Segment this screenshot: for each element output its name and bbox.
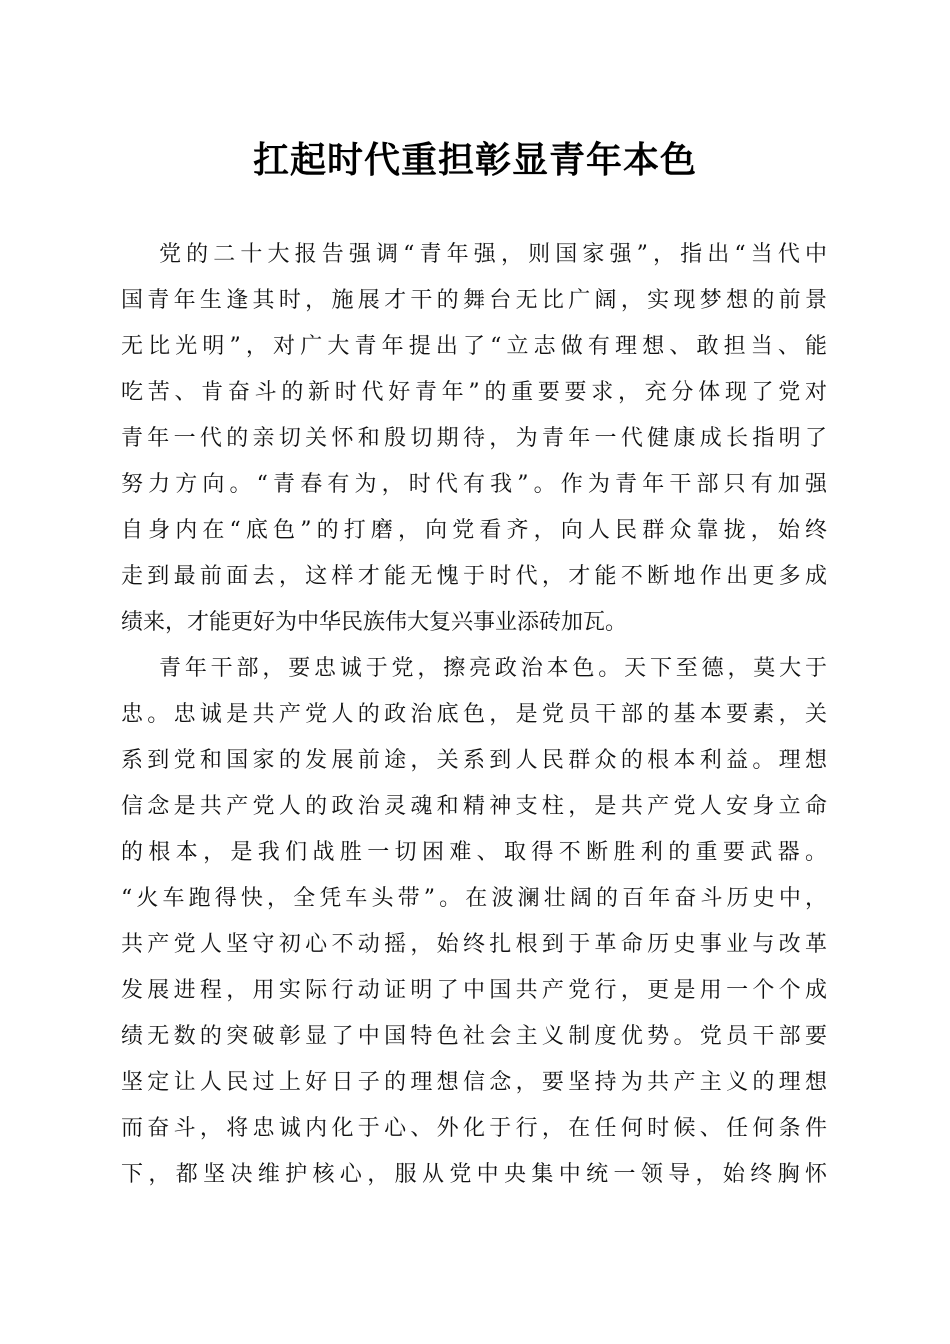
paragraph-line: 而奋斗，将忠诚内化于心、外化于行，在任何时候、任何条件 [121,1116,827,1141]
paragraph-line: 发展进程，用实际行动证明了中国共产党行，更是用一个个成 [121,978,827,1003]
paragraph-line: 系到党和国家的发展前途，关系到人民群众的根本利益。理想 [121,748,827,773]
paragraph-line: 无比光明”，对广大青年提出了“立志做有理想、敢担当、能 [121,334,827,359]
paragraph-line: 努力方向。“青春有为，时代有我”。作为青年干部只有加强 [121,472,827,497]
paragraph-line: 共产党人坚守初心不动摇，始终扎根到于革命历史事业与改革 [121,932,827,957]
paragraph-line: 信念是共产党人的政治灵魂和精神支柱，是共产党人安身立命 [121,794,827,819]
paragraph-line: 青年干部，要忠诚于党，擦亮政治本色。天下至德，莫大于 [159,656,827,681]
paragraph-line: 自身内在“底色”的打磨，向党看齐，向人民群众靠拢，始终 [121,518,827,543]
paragraph-line: 党的二十大报告强调“青年强，则国家强”，指出“当代中 [159,242,827,267]
paragraph-line: 青年一代的亲切关怀和殷切期待，为青年一代健康成长指明了 [121,426,827,451]
paragraph-line: 忠。忠诚是共产党人的政治底色，是党员干部的基本要素，关 [121,702,827,727]
paragraph-line: 绩无数的突破彰显了中国特色社会主义制度优势。党员干部要 [121,1024,827,1049]
paragraph-line: 绩来，才能更好为中华民族伟大复兴事业添砖加瓦。 [121,610,628,635]
paragraph-1 [121,232,827,646]
paragraph-line: 走到最前面去，这样才能无愧于时代，才能不断地作出更多成 [121,564,827,589]
paragraph-2 [121,646,827,1198]
paragraph-line: 坚定让人民过上好日子的理想信念，要坚持为共产主义的理想 [121,1070,827,1095]
paragraph-line: 国青年生逢其时，施展才干的舞台无比广阔，实现梦想的前景 [121,288,827,313]
paragraph-line: “火车跑得快，全凭车头带”。在波澜壮阔的百年奋斗历史中， [121,886,827,911]
document-title: 扛起时代重担彰显青年本色 [252,139,697,181]
paragraph-line: 吃苦、肯奋斗的新时代好青年”的重要要求，充分体现了党对 [121,380,827,405]
paragraph-line: 的根本，是我们战胜一切困难、取得不断胜利的重要武器。 [121,840,827,865]
document-body [121,232,827,1198]
paragraph-line: 下，都坚决维护核心，服从党中央集中统一领导，始终胸怀 [121,1162,827,1187]
